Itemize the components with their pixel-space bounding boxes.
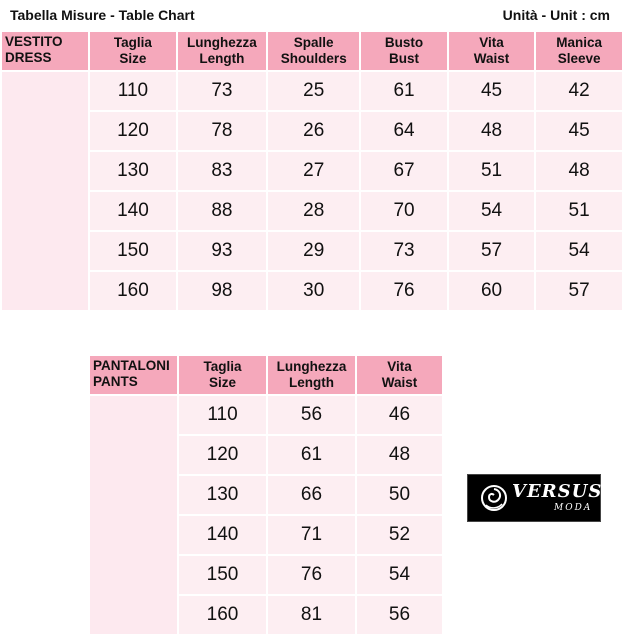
dress-col-waist: Vita Waist	[449, 32, 534, 70]
table-cell: 51	[536, 192, 622, 230]
dress-col-shoulders: Spalle Shoulders	[268, 32, 359, 70]
table-cell: 70	[361, 192, 447, 230]
dress-side-cell	[2, 72, 88, 310]
table-row	[2, 272, 622, 310]
table-cell: 76	[361, 272, 447, 310]
unit-label: Unità - Unit : cm	[502, 7, 610, 23]
table-cell: 61	[361, 72, 447, 110]
table-row	[90, 396, 442, 434]
pants-label-it: PANTALONI	[93, 358, 170, 373]
table-cell: 48	[449, 112, 534, 150]
table-cell: 73	[361, 232, 447, 270]
table-cell: 27	[268, 152, 359, 190]
table-cell: 160	[179, 596, 266, 634]
table-row	[2, 192, 622, 230]
table-cell: 73	[178, 72, 266, 110]
table-cell: 88	[178, 192, 266, 230]
table-cell: 57	[449, 232, 534, 270]
table-row	[2, 72, 622, 110]
table-cell: 150	[90, 232, 176, 270]
table-cell: 93	[178, 232, 266, 270]
table-cell: 25	[268, 72, 359, 110]
table-cell: 56	[268, 396, 355, 434]
table-cell: 54	[536, 232, 622, 270]
table-cell: 54	[357, 556, 442, 594]
table-row	[2, 152, 622, 190]
table-cell: 140	[90, 192, 176, 230]
table-cell: 81	[268, 596, 355, 634]
table-cell: 120	[179, 436, 266, 474]
table-cell: 46	[357, 396, 442, 434]
table-cell: 48	[357, 436, 442, 474]
table-cell: 28	[268, 192, 359, 230]
table-cell: 26	[268, 112, 359, 150]
table-cell: 60	[449, 272, 534, 310]
table-cell: 71	[268, 516, 355, 554]
chart-title: Tabella Misure - Table Chart	[10, 7, 195, 23]
table-cell: 45	[449, 72, 534, 110]
dress-label	[2, 32, 88, 70]
dress-label-en: DRESS	[5, 50, 52, 65]
pants-col-size: Taglia Size	[179, 356, 266, 394]
table-cell: 150	[179, 556, 266, 594]
table-cell: 130	[90, 152, 176, 190]
logo-brand-text: VERSUS	[512, 481, 603, 502]
table-cell: 110	[179, 396, 266, 434]
table-cell: 160	[90, 272, 176, 310]
table-row	[2, 112, 622, 150]
pants-side-cell	[90, 396, 177, 634]
pants-col-length: Lunghezza Length	[268, 356, 355, 394]
table-cell: 29	[268, 232, 359, 270]
dress-col-length: Lunghezza Length	[178, 32, 266, 70]
table-cell: 61	[268, 436, 355, 474]
table-cell: 78	[178, 112, 266, 150]
rose-icon	[480, 483, 508, 513]
table-cell: 67	[361, 152, 447, 190]
table-cell: 54	[449, 192, 534, 230]
table-row	[2, 232, 622, 270]
table-cell: 98	[178, 272, 266, 310]
dress-col-bust: Busto Bust	[361, 32, 447, 70]
table-cell: 110	[90, 72, 176, 110]
table-cell: 45	[536, 112, 622, 150]
table-cell: 130	[179, 476, 266, 514]
brand-logo	[467, 474, 601, 522]
table-cell: 57	[536, 272, 622, 310]
table-cell: 52	[357, 516, 442, 554]
pants-label-en: PANTS	[93, 374, 138, 389]
table-cell: 30	[268, 272, 359, 310]
table-cell: 120	[90, 112, 176, 150]
table-cell: 42	[536, 72, 622, 110]
pants-label	[90, 356, 177, 394]
dress-col-sleeve: Manica Sleeve	[536, 32, 622, 70]
table-cell: 83	[178, 152, 266, 190]
table-cell: 64	[361, 112, 447, 150]
logo-sub-text: MODA	[554, 503, 593, 513]
dress-col-size: Taglia Size	[90, 32, 176, 70]
dress-size-table	[0, 30, 624, 312]
table-cell: 66	[268, 476, 355, 514]
table-cell: 48	[536, 152, 622, 190]
table-cell: 50	[357, 476, 442, 514]
table-cell: 140	[179, 516, 266, 554]
table-cell: 51	[449, 152, 534, 190]
dress-label-it: VESTITO	[5, 34, 63, 49]
table-cell: 56	[357, 596, 442, 634]
pants-col-waist: Vita Waist	[357, 356, 442, 394]
pants-size-table	[88, 354, 444, 636]
table-cell: 76	[268, 556, 355, 594]
